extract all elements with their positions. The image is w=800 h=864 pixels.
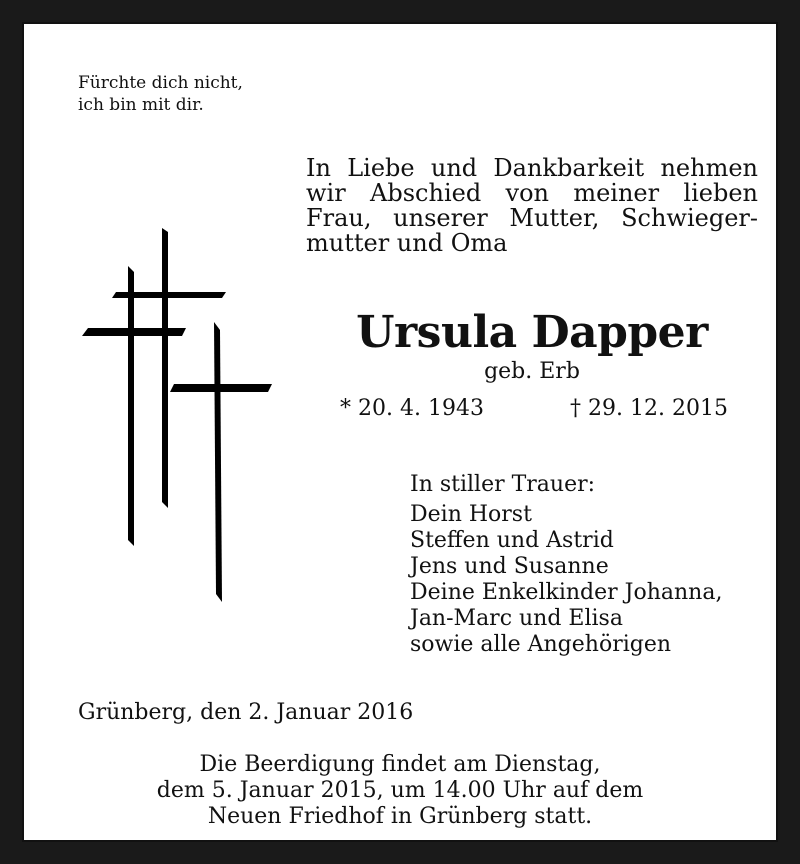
motto <box>78 72 243 116</box>
place-date: Grünberg, den 2. Januar 2016 <box>78 700 414 725</box>
cross-back-vertical <box>162 228 168 508</box>
funeral-line: dem 5. Januar 2015, um 14.00 Uhr auf dem <box>156 778 644 803</box>
intro-line: Frau, unserer Mutter, Schwieger- <box>306 204 758 232</box>
intro-line: In Liebe und Dankbarkeit nehmen <box>306 154 758 182</box>
funeral-line: Die Beerdigung findet am Dienstag, <box>199 752 601 777</box>
mourner: Deine Enkelkinder Johanna, <box>410 580 723 605</box>
deceased-name: Ursula Dapper <box>356 307 708 358</box>
death-date: † 29. 12. 2015 <box>570 396 728 421</box>
intro-line: wir Abschied von meiner lieben <box>306 179 758 207</box>
three-crosses-icon <box>76 222 276 612</box>
birth-name: geb. Erb <box>484 359 580 384</box>
funeral-line: Neuen Friedhof in Grünberg statt. <box>207 804 593 829</box>
cross-right-horizontal <box>170 384 272 392</box>
birth-date: * 20. 4. 1943 <box>340 396 484 421</box>
mourner: Dein Horst <box>410 502 532 527</box>
motto-line: ich bin mit dir. <box>78 95 204 115</box>
motto-line: Fürchte dich nicht, <box>78 73 243 93</box>
cross-left-horizontal <box>82 328 186 336</box>
obituary-content <box>40 42 760 829</box>
obituary-card <box>22 22 778 842</box>
mourning-label: In stiller Trauer: <box>410 472 596 497</box>
mourner: Jan-Marc und Elisa <box>410 606 623 631</box>
cross-left-vertical <box>128 266 134 546</box>
cross-right-vertical <box>214 322 222 602</box>
mourners-list <box>410 502 722 658</box>
mourner: Jens und Susanne <box>410 554 609 579</box>
intro-line: mutter und Oma <box>306 229 508 257</box>
funeral-notice <box>40 752 760 830</box>
mourner: Steffen und Astrid <box>410 528 614 553</box>
intro-text <box>306 156 758 256</box>
mourner: sowie alle Angehörigen <box>410 632 672 657</box>
